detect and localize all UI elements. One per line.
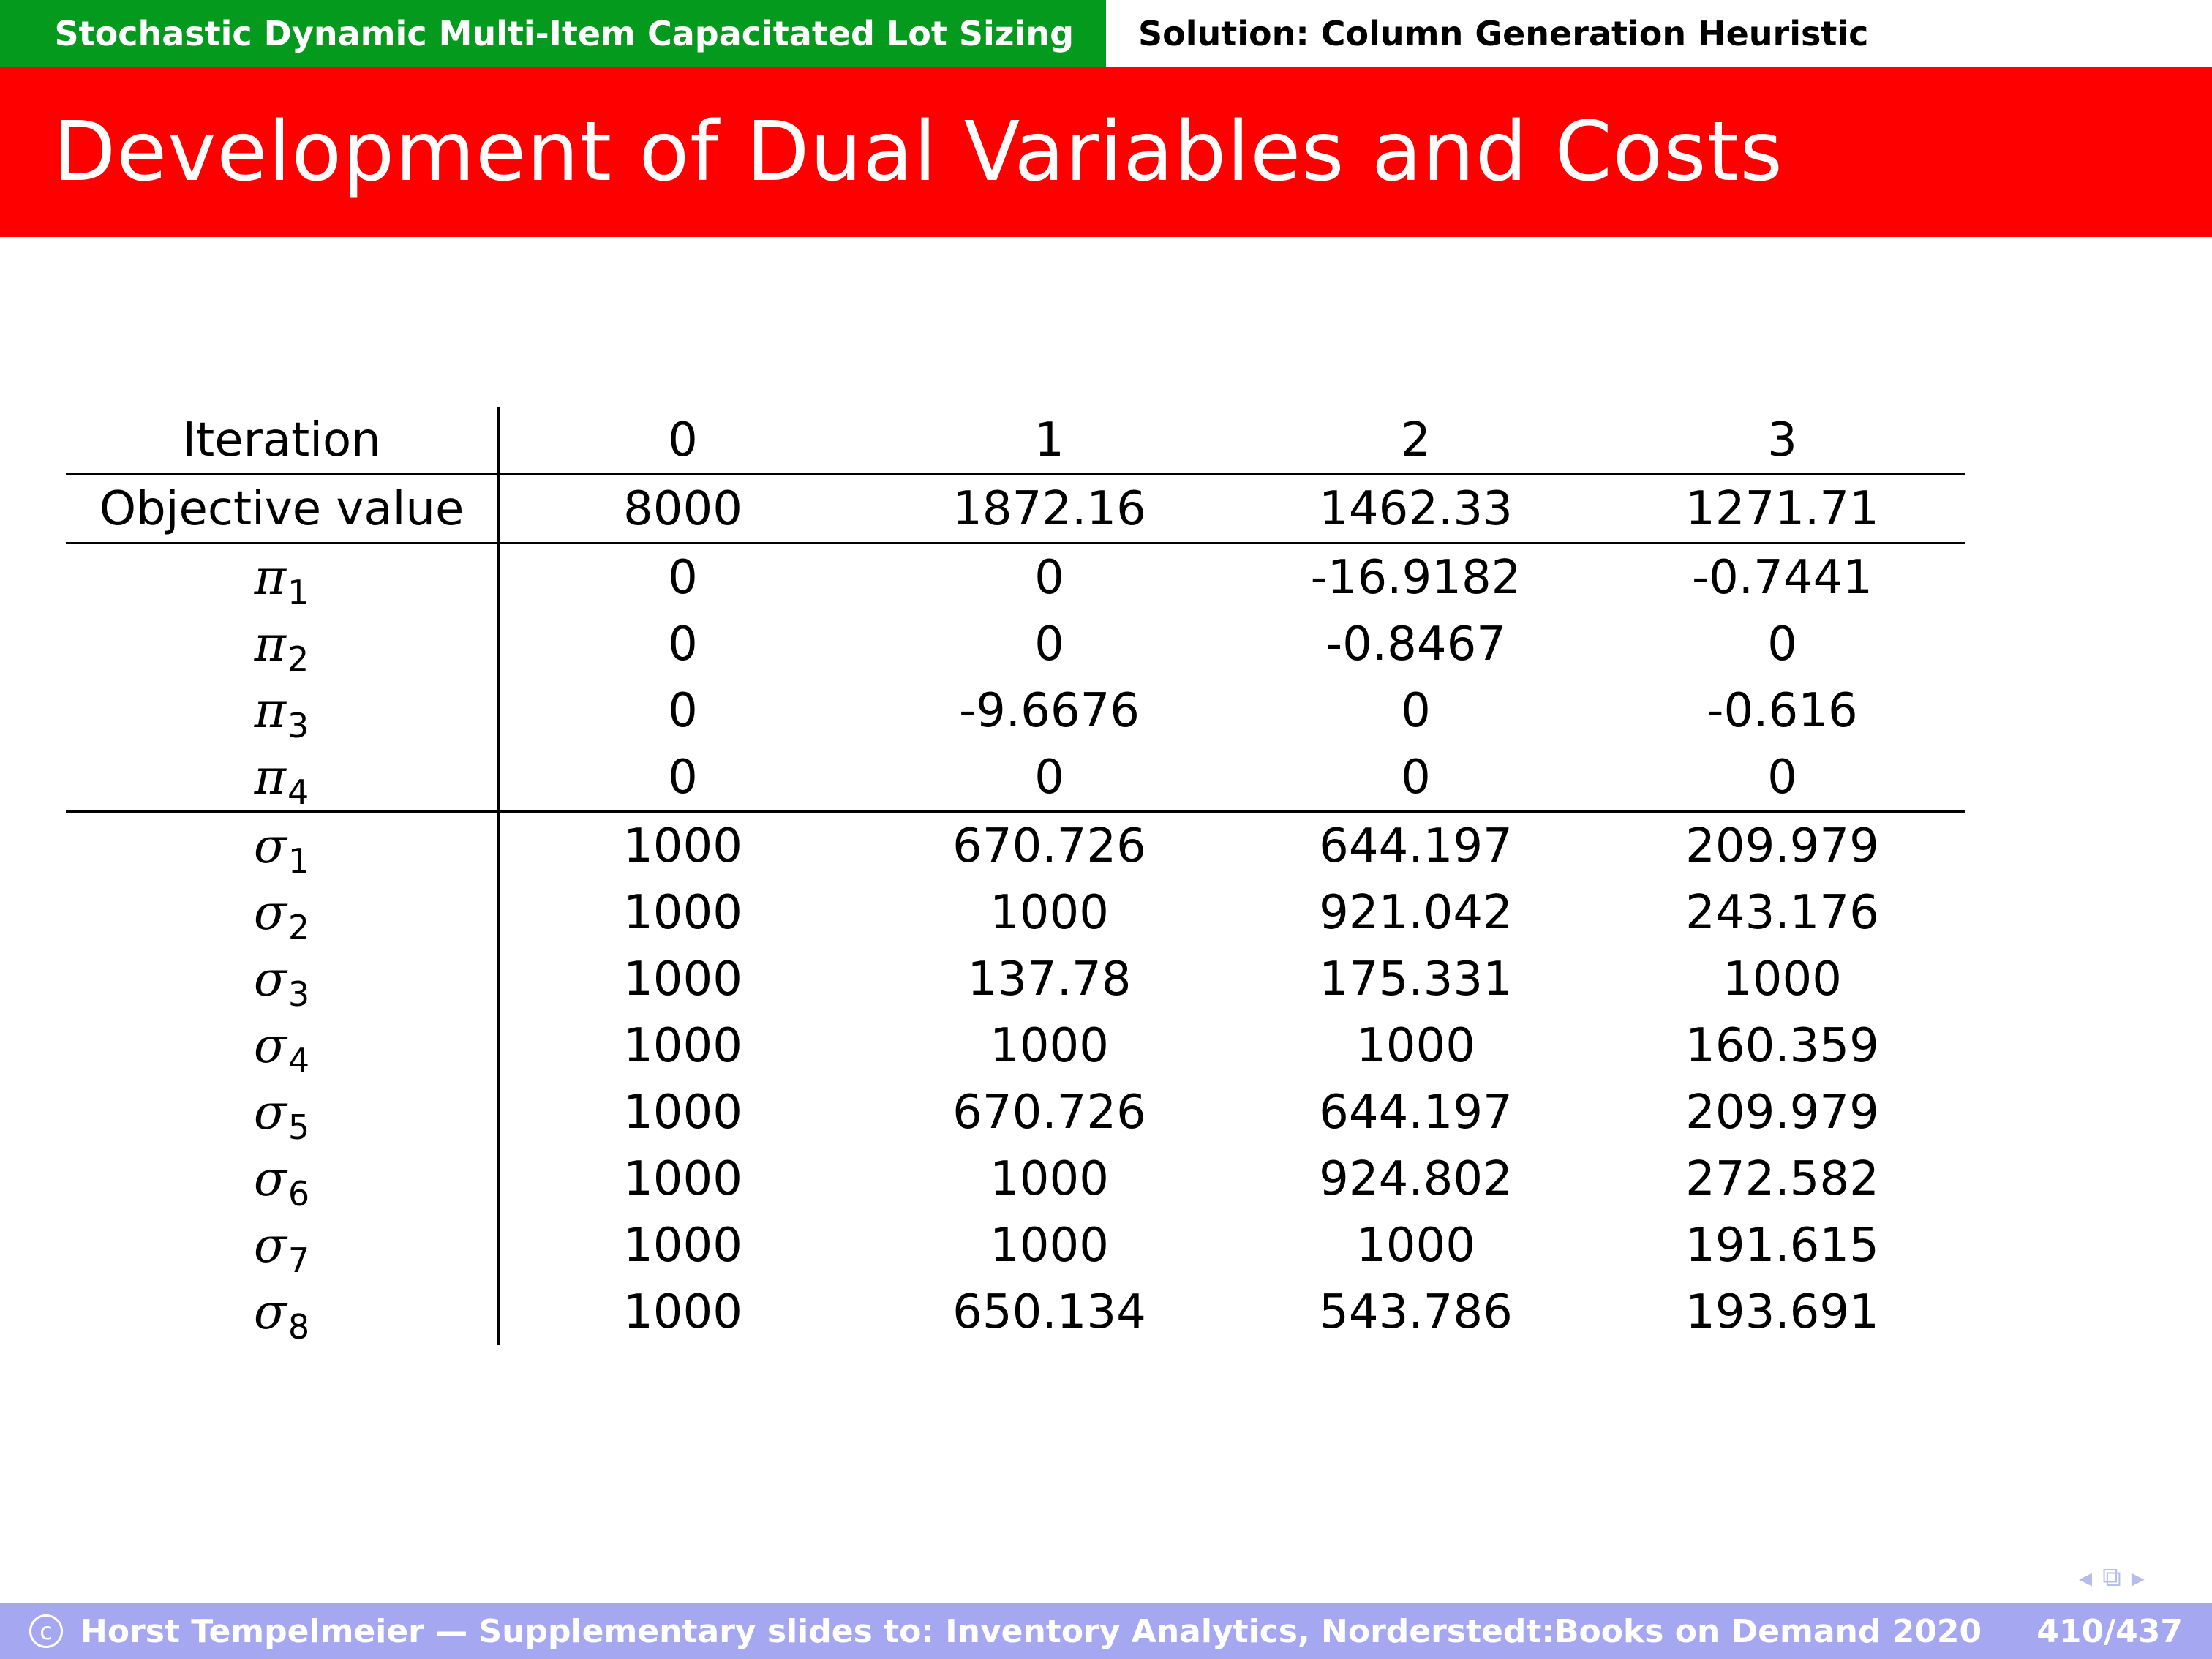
table-cell: 2 — [1233, 407, 1599, 475]
table-cell: 1000 — [623, 885, 742, 940]
variable-symbol: σ — [253, 1217, 287, 1274]
variable-symbol: σ — [253, 1084, 287, 1140]
row-label — [66, 543, 499, 612]
section-left-label: Stochastic Dynamic Multi-Item Capacitated Lot Sizing — [54, 14, 1074, 53]
table-cell: 543.786 — [1319, 1284, 1513, 1339]
table-cell: 0 — [1767, 617, 1797, 672]
title-bar — [0, 67, 2212, 237]
row-label — [66, 1279, 499, 1345]
table-cell: 175.331 — [1319, 952, 1513, 1007]
table-cell: 1000 — [990, 1218, 1109, 1273]
table-row — [66, 946, 1965, 1012]
table-row — [66, 677, 1965, 744]
table-cell: 1000 — [623, 1284, 742, 1339]
table-cell: 1000 — [1356, 1018, 1475, 1073]
table-cell: 3 — [1599, 407, 1965, 475]
table-cell: -0.7441 — [1691, 550, 1873, 605]
table-cell: 0 — [668, 617, 698, 672]
table-cell: 924.802 — [1319, 1151, 1513, 1206]
copyright-icon: c — [29, 1614, 63, 1648]
table-row — [66, 1012, 1965, 1079]
table-cell: 0 — [1034, 550, 1064, 605]
table-cell: 0 — [1233, 744, 1599, 812]
variable-index: 5 — [287, 1107, 310, 1147]
variable-index: 1 — [287, 573, 309, 612]
variable-symbol: σ — [253, 1151, 287, 1207]
row-label: Objective value — [66, 475, 499, 543]
variable-symbol: π — [254, 549, 287, 606]
variable-symbol: π — [254, 682, 287, 739]
table-cell: 1000 — [990, 885, 1109, 940]
table-cell: 0 — [1401, 683, 1431, 738]
variable-symbol: π — [254, 749, 287, 805]
table-cell: 670.726 — [952, 1085, 1146, 1140]
variable-symbol: π — [254, 616, 287, 672]
row-label — [66, 1146, 499, 1212]
table-row — [66, 1079, 1965, 1146]
variable-index: 8 — [287, 1307, 310, 1347]
row-label — [66, 1079, 499, 1146]
table-cell: 1271.71 — [1599, 475, 1965, 543]
row-label: Iteration — [66, 407, 499, 475]
row-label — [66, 1012, 499, 1079]
table-cell: -9.6676 — [958, 683, 1140, 738]
table-cell: 670.726 — [952, 819, 1146, 873]
table-row — [66, 744, 1965, 812]
table-row — [66, 407, 1965, 475]
table-cell: 0 — [1599, 744, 1965, 812]
table-cell: -16.9182 — [1310, 550, 1521, 605]
footer-bar — [0, 1603, 2212, 1659]
table-row — [66, 475, 1965, 543]
table-cell: 160.359 — [1685, 1018, 1879, 1073]
row-label — [66, 744, 499, 812]
table-cell: -0.8467 — [1325, 617, 1507, 672]
table-cell: 0 — [499, 744, 867, 812]
table-cell: 193.691 — [1685, 1284, 1879, 1339]
table-cell: 1000 — [990, 1018, 1109, 1073]
row-label — [66, 1212, 499, 1279]
section-link-right[interactable] — [1106, 0, 2212, 67]
variable-symbol: σ — [253, 1017, 287, 1074]
row-label — [66, 611, 499, 677]
triangle-right-icon[interactable]: ▸ — [2131, 1562, 2145, 1593]
table-cell: 1462.33 — [1233, 475, 1599, 543]
table-cell: 650.134 — [952, 1284, 1146, 1339]
table-row — [66, 1146, 1965, 1212]
variable-index: 4 — [287, 772, 309, 812]
variable-symbol: σ — [253, 951, 287, 1007]
table-cell: 209.979 — [1685, 819, 1879, 873]
footer-text: Horst Tempelmeier — Supplementary slides to: Inventory Analytics, Norderstedt:Books on Demand 2020 — [80, 1612, 1982, 1650]
triangle-left-icon[interactable]: ◂ — [2079, 1562, 2093, 1593]
row-label — [66, 946, 499, 1012]
row-label — [66, 879, 499, 946]
section-link-left[interactable] — [0, 0, 1106, 67]
section-right-label: Solution: Column Generation Heuristic — [1138, 14, 1869, 53]
row-label — [66, 812, 499, 880]
table-cell: 1000 — [623, 952, 742, 1007]
table-row — [66, 879, 1965, 946]
table-cell: 1000 — [990, 1151, 1109, 1206]
variable-index: 6 — [287, 1174, 310, 1214]
table-cell: 1000 — [1723, 952, 1842, 1007]
variable-index: 2 — [287, 908, 310, 947]
variable-index: 2 — [287, 639, 309, 679]
variable-index: 7 — [287, 1241, 310, 1280]
page-number: 410/437 — [2036, 1612, 2183, 1650]
frame-icon[interactable]: ⧉ — [2102, 1562, 2121, 1592]
table-cell: 644.197 — [1319, 1085, 1513, 1140]
table-row — [66, 1212, 1965, 1279]
table-cell: 209.979 — [1685, 1085, 1879, 1140]
table-cell: 1000 — [623, 1018, 742, 1073]
variable-index: 4 — [287, 1041, 310, 1080]
variable-index: 3 — [287, 706, 309, 745]
table-cell: 0 — [866, 744, 1233, 812]
table-cell: 644.197 — [1319, 819, 1513, 873]
table-cell: 0 — [668, 683, 698, 738]
table-cell: 1000 — [623, 1218, 742, 1273]
row-label — [66, 677, 499, 744]
variable-symbol: σ — [253, 1284, 287, 1340]
table-cell: 1000 — [623, 1151, 742, 1206]
table-row — [66, 543, 1965, 612]
table-cell: 0 — [668, 550, 698, 605]
table-row — [66, 812, 1965, 880]
table-cell: 1000 — [623, 819, 742, 873]
table-row — [66, 611, 1965, 677]
table-cell: 272.582 — [1685, 1151, 1879, 1206]
table-cell: 137.78 — [967, 952, 1132, 1007]
navigation-controls — [2079, 1560, 2196, 1596]
variable-index: 1 — [287, 841, 310, 881]
table-cell: 1 — [866, 407, 1233, 475]
table-cell: 1000 — [1356, 1218, 1475, 1273]
top-navigation-bar — [0, 0, 2212, 67]
table-cell: 8000 — [499, 475, 867, 543]
variable-index: 3 — [287, 974, 310, 1014]
table-cell: 1000 — [623, 1085, 742, 1140]
table-cell: 1872.16 — [866, 475, 1233, 543]
table-row — [66, 1279, 1965, 1345]
table-cell: 0 — [499, 407, 867, 475]
table-cell: 191.615 — [1685, 1218, 1879, 1273]
table-cell: 243.176 — [1685, 885, 1879, 940]
slide-title: Development of Dual Variables and Costs — [53, 105, 1783, 200]
variable-symbol: σ — [253, 884, 287, 941]
variable-symbol: σ — [253, 818, 287, 874]
table-cell: 0 — [1034, 617, 1064, 672]
dual-variables-table — [66, 407, 1965, 1345]
table-cell: 921.042 — [1319, 885, 1513, 940]
table-cell: -0.616 — [1707, 683, 1858, 738]
